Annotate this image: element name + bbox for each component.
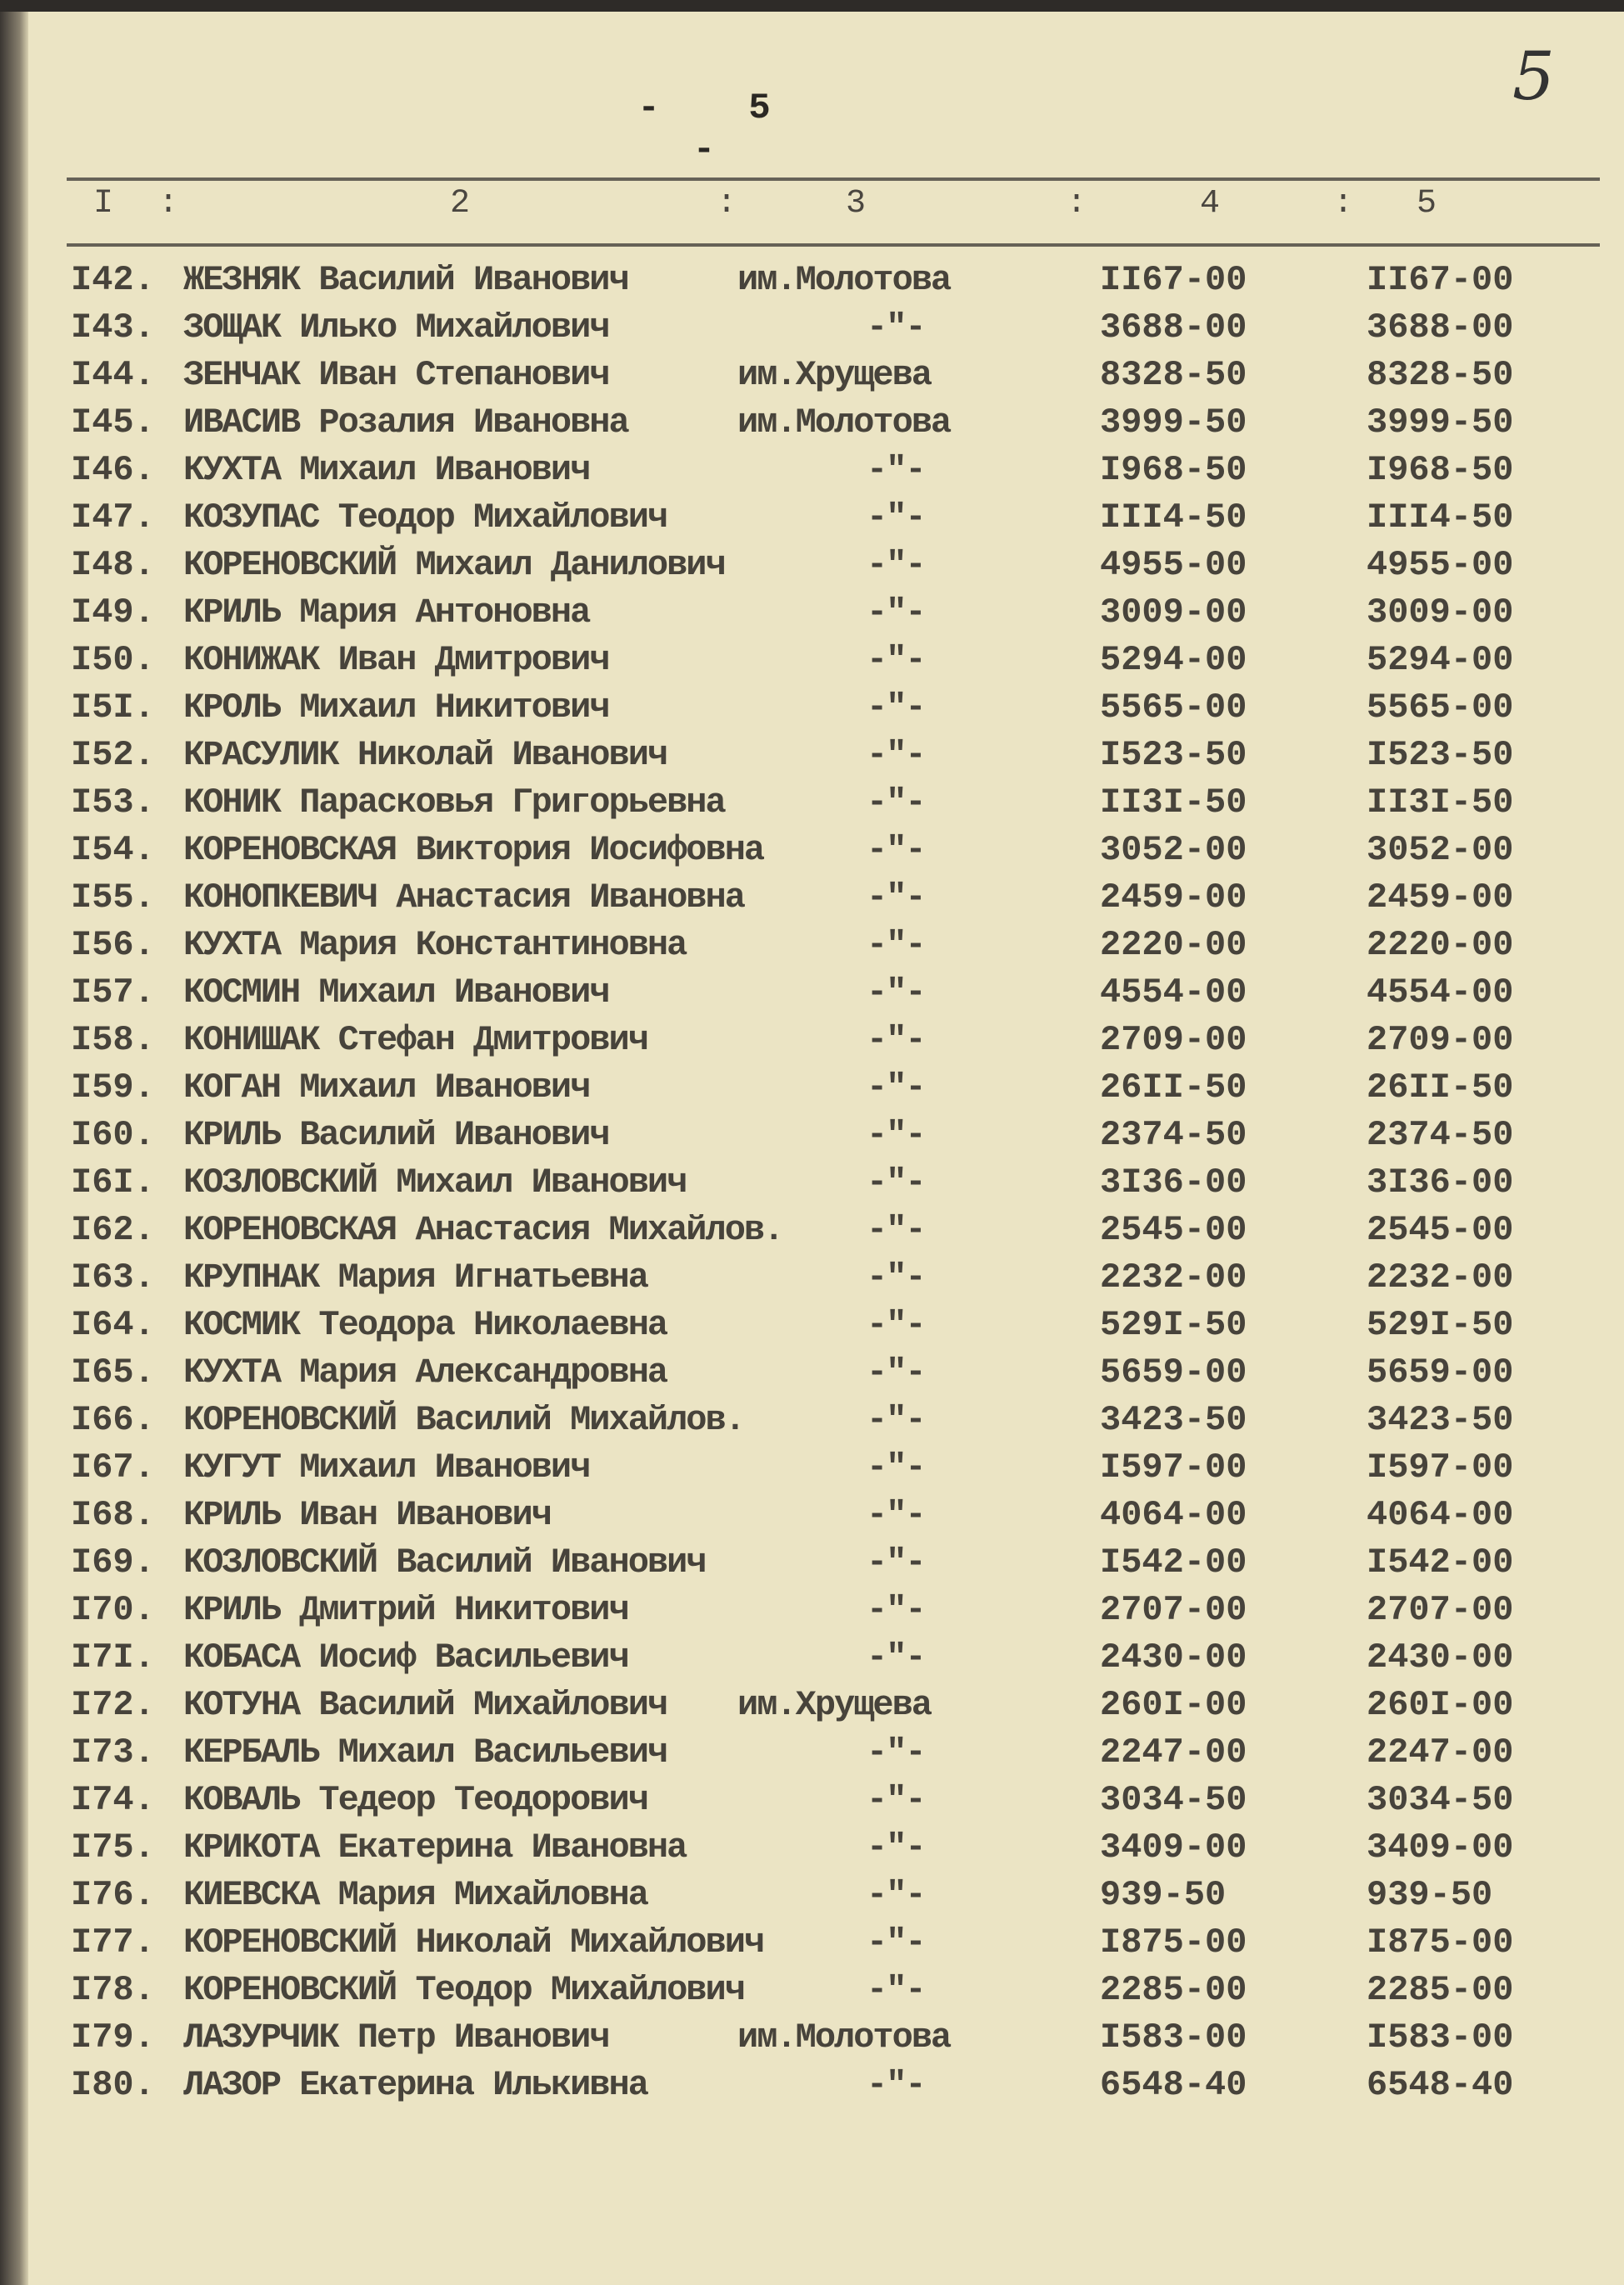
person-name: КРИЛЬ Мария Антоновна — [183, 592, 590, 632]
row-number: I49. — [71, 592, 155, 632]
collective-farm: -"- — [867, 1732, 925, 1772]
header-sep: : — [717, 185, 737, 222]
person-name: КОНИК Парасковья Григорьевна — [183, 782, 725, 822]
row-number: I57. — [71, 972, 155, 1012]
page-top-edge — [0, 0, 1624, 12]
collective-farm: им.Хрущева — [737, 355, 932, 395]
table-row — [0, 498, 1624, 545]
amount-col4: 2459-00 — [1100, 878, 1247, 918]
amount-col5: 2430-00 — [1367, 1638, 1514, 1678]
collective-farm: -"- — [867, 308, 925, 348]
table-row — [0, 308, 1624, 355]
person-name: КРИКОТА Екатерина Ивановна — [183, 1828, 687, 1868]
amount-col5: 8328-50 — [1367, 355, 1514, 395]
person-name: ЛАЗУРЧИК Петр Иванович — [183, 2018, 609, 2058]
table-row — [0, 1685, 1624, 1732]
amount-col4: 3409-00 — [1100, 1828, 1247, 1868]
amount-col4: 3I36-00 — [1100, 1162, 1247, 1202]
amount-col5: 2459-00 — [1367, 878, 1514, 918]
collective-farm: -"- — [867, 782, 925, 822]
person-name: КОРЕНОВСКИЙ Михаил Данилович — [183, 545, 725, 585]
amount-col4: II3I-50 — [1100, 782, 1247, 822]
collective-farm: -"- — [867, 450, 925, 490]
amount-col4: 4554-00 — [1100, 972, 1247, 1012]
table-row — [0, 640, 1624, 688]
table-row — [0, 972, 1624, 1020]
amount-col4: 2220-00 — [1100, 925, 1247, 965]
row-number: I46. — [71, 450, 155, 490]
amount-col5: 2709-00 — [1367, 1020, 1514, 1060]
collective-farm: -"- — [867, 545, 925, 585]
person-name: ЖЕЗНЯК Василий Иванович — [183, 260, 628, 300]
row-number: I69. — [71, 1542, 155, 1582]
person-name: КОРЕНОВСКИЙ Теодор Михайлович — [183, 1970, 744, 2010]
row-number: I80. — [71, 2065, 155, 2105]
person-name: КРОЛЬ Михаил Никитович — [183, 688, 609, 728]
collective-farm: -"- — [867, 1448, 925, 1488]
table-row — [0, 1828, 1624, 1875]
header-col4: 4 — [1200, 185, 1221, 222]
amount-col5: 529I-50 — [1367, 1305, 1514, 1345]
table-row — [0, 688, 1624, 735]
row-number: I52. — [71, 735, 155, 775]
amount-col5: 26II-50 — [1367, 1068, 1514, 1108]
amount-col5: 3409-00 — [1367, 1828, 1514, 1868]
collective-farm: -"- — [867, 830, 925, 870]
table-row — [0, 2018, 1624, 2065]
amount-col4: 5565-00 — [1100, 688, 1247, 728]
table-row — [0, 735, 1624, 782]
amount-col4: 6548-40 — [1100, 2065, 1247, 2105]
row-number: I73. — [71, 1732, 155, 1772]
table-row — [0, 1020, 1624, 1068]
person-name: КОБАСА Иосиф Васильевич — [183, 1638, 628, 1678]
amount-col4: 3034-50 — [1100, 1780, 1247, 1820]
amount-col5: I968-50 — [1367, 450, 1514, 490]
collective-farm: -"- — [867, 1590, 925, 1630]
amount-col4: 26II-50 — [1100, 1068, 1247, 1108]
row-number: I66. — [71, 1400, 155, 1440]
amount-col5: 5659-00 — [1367, 1352, 1514, 1392]
amount-col4: I523-50 — [1100, 735, 1247, 775]
person-name: КОГАН Михаил Иванович — [183, 1068, 590, 1108]
collective-farm: им.Хрущева — [737, 1685, 932, 1725]
amount-col4: 8328-50 — [1100, 355, 1247, 395]
table-row — [0, 830, 1624, 878]
table-row — [0, 1590, 1624, 1638]
table-row — [0, 1305, 1624, 1352]
row-number: I59. — [71, 1068, 155, 1108]
person-name: ЛАЗОР Екатерина Илькивна — [183, 2065, 647, 2105]
collective-farm: -"- — [867, 1638, 925, 1678]
row-number: I56. — [71, 925, 155, 965]
row-number: I72. — [71, 1685, 155, 1725]
amount-col5: 4064-00 — [1367, 1495, 1514, 1535]
person-name: КОСМИК Теодора Николаевна — [183, 1305, 667, 1345]
amount-col4: 2707-00 — [1100, 1590, 1247, 1630]
table-row — [0, 1922, 1624, 1970]
amount-col5: 2707-00 — [1367, 1590, 1514, 1630]
collective-farm: -"- — [867, 735, 925, 775]
person-name: КОНИЖАК Иван Дмитрович — [183, 640, 609, 680]
amount-col4: 939-50 — [1100, 1875, 1227, 1915]
row-number: I64. — [71, 1305, 155, 1345]
table-row — [0, 1638, 1624, 1685]
collective-farm: -"- — [867, 1352, 925, 1392]
table-row — [0, 1352, 1624, 1400]
row-number: I79. — [71, 2018, 155, 2058]
person-name: КУХТА Михаил Иванович — [183, 450, 590, 490]
row-number: I43. — [71, 308, 155, 348]
amount-col5: 5565-00 — [1367, 688, 1514, 728]
table-row — [0, 782, 1624, 830]
header-col5: 5 — [1417, 185, 1437, 222]
table-row — [0, 1162, 1624, 1210]
collective-farm: -"- — [867, 878, 925, 918]
person-name: КОСМИН Михаил Иванович — [183, 972, 609, 1012]
amount-col4: I597-00 — [1100, 1448, 1247, 1488]
collective-farm: -"- — [867, 688, 925, 728]
row-number: I44. — [71, 355, 155, 395]
amount-col5: I542-00 — [1367, 1542, 1514, 1582]
row-number: I5I. — [71, 688, 155, 728]
person-name: КУГУТ Михаил Иванович — [183, 1448, 590, 1488]
collective-farm: -"- — [867, 972, 925, 1012]
table-row — [0, 1210, 1624, 1258]
row-number: I54. — [71, 830, 155, 870]
collective-farm: -"- — [867, 1305, 925, 1345]
table-row — [0, 1448, 1624, 1495]
amount-col5: 260I-00 — [1367, 1685, 1514, 1725]
person-name: КРАСУЛИК Николай Иванович — [183, 735, 667, 775]
collective-farm: -"- — [867, 1495, 925, 1535]
amount-col5: 4955-00 — [1367, 545, 1514, 585]
table-row — [0, 592, 1624, 640]
amount-col4: 3009-00 — [1100, 592, 1247, 632]
person-name: КОНИШАК Стефан Дмитрович — [183, 1020, 647, 1060]
table-row — [0, 260, 1624, 308]
person-name: КИЕВСКА Мария Михайловна — [183, 1875, 647, 1915]
collective-farm: -"- — [867, 925, 925, 965]
amount-col4: 529I-50 — [1100, 1305, 1247, 1345]
row-number: I70. — [71, 1590, 155, 1630]
amount-col4: 5294-00 — [1100, 640, 1247, 680]
person-name: КУХТА Мария Александровна — [183, 1352, 667, 1392]
person-name: ЗЕНЧАК Иван Степанович — [183, 355, 609, 395]
header-sep: : — [1333, 185, 1354, 222]
table-row — [0, 925, 1624, 972]
table-row — [0, 1732, 1624, 1780]
collective-farm: им.Молотова — [737, 260, 951, 300]
amount-col5: 3I36-00 — [1367, 1162, 1514, 1202]
row-number: I47. — [71, 498, 155, 538]
collective-farm: -"- — [867, 1068, 925, 1108]
collective-farm: -"- — [867, 498, 925, 538]
table-row — [0, 1542, 1624, 1590]
amount-col4: II67-00 — [1100, 260, 1247, 300]
person-name: КРИЛЬ Василий Иванович — [183, 1115, 609, 1155]
person-name: КОРЕНОВСКИЙ Василий Михайлов. — [183, 1400, 744, 1440]
amount-col5: 5294-00 — [1367, 640, 1514, 680]
amount-col4: I875-00 — [1100, 1922, 1247, 1962]
person-name: КРУПНАК Мария Игнатьевна — [183, 1258, 647, 1298]
row-number: I77. — [71, 1922, 155, 1962]
amount-col4: 4955-00 — [1100, 545, 1247, 585]
amount-col5: 2285-00 — [1367, 1970, 1514, 2010]
collective-farm: -"- — [867, 1258, 925, 1298]
collective-farm: -"- — [867, 640, 925, 680]
header-bottom-rule — [67, 243, 1600, 247]
collective-farm: им.Молотова — [737, 2018, 951, 2058]
person-name: КУХТА Мария Константиновна — [183, 925, 687, 965]
table-row — [0, 1495, 1624, 1542]
row-number: I67. — [71, 1448, 155, 1488]
amount-col4: 4064-00 — [1100, 1495, 1247, 1535]
table-row — [0, 1068, 1624, 1115]
collective-farm: -"- — [867, 1020, 925, 1060]
row-number: I58. — [71, 1020, 155, 1060]
person-name: ИВАСИВ Розалия Ивановна — [183, 402, 628, 442]
table-row — [0, 1780, 1624, 1828]
table-row — [0, 402, 1624, 450]
table-row — [0, 2065, 1624, 2112]
amount-col4: 2247-00 — [1100, 1732, 1247, 1772]
amount-col4: 2374-50 — [1100, 1115, 1247, 1155]
amount-col4: 2709-00 — [1100, 1020, 1247, 1060]
collective-farm: -"- — [867, 2065, 925, 2105]
amount-col4: 2285-00 — [1100, 1970, 1247, 2010]
person-name: КЕРБАЛЬ Михаил Васильевич — [183, 1732, 667, 1772]
amount-col5: 2247-00 — [1367, 1732, 1514, 1772]
amount-col5: 2545-00 — [1367, 1210, 1514, 1250]
collective-farm: -"- — [867, 1115, 925, 1155]
amount-col5: 3423-50 — [1367, 1400, 1514, 1440]
table-row — [0, 355, 1624, 402]
amount-col5: 3999-50 — [1367, 402, 1514, 442]
table-row — [0, 1875, 1624, 1922]
amount-col4: III4-50 — [1100, 498, 1247, 538]
collective-farm: -"- — [867, 1970, 925, 2010]
collective-farm: -"- — [867, 1210, 925, 1250]
handwritten-page-number: 5 — [1512, 38, 1555, 115]
person-name: КОРЕНОВСКАЯ Анастасия Михайлов. — [183, 1210, 783, 1250]
amount-col4: 3999-50 — [1100, 402, 1247, 442]
collective-farm: -"- — [867, 1922, 925, 1962]
amount-col4: 3688-00 — [1100, 308, 1247, 348]
amount-col4: 2545-00 — [1100, 1210, 1247, 1250]
person-name: КОНОПКЕВИЧ Анастасия Ивановна — [183, 878, 744, 918]
table-row — [0, 450, 1624, 498]
amount-col4: I542-00 — [1100, 1542, 1247, 1582]
person-name: КОТУНА Василий Михайлович — [183, 1685, 667, 1725]
amount-col4: 2430-00 — [1100, 1638, 1247, 1678]
collective-farm: -"- — [867, 1400, 925, 1440]
collective-farm: -"- — [867, 1780, 925, 1820]
row-number: I48. — [71, 545, 155, 585]
page-number: - 5 - — [637, 88, 804, 171]
amount-col5: 6548-40 — [1367, 2065, 1514, 2105]
person-name: КОЗЛОВСКИЙ Василий Иванович — [183, 1542, 706, 1582]
header-sep: : — [1067, 185, 1087, 222]
row-number: I68. — [71, 1495, 155, 1535]
person-name: КОЗУПАС Теодор Михайлович — [183, 498, 667, 538]
amount-col4: I968-50 — [1100, 450, 1247, 490]
row-number: I60. — [71, 1115, 155, 1155]
amount-col4: 2232-00 — [1100, 1258, 1247, 1298]
row-number: I55. — [71, 878, 155, 918]
amount-col5: 939-50 — [1367, 1875, 1493, 1915]
row-number: I76. — [71, 1875, 155, 1915]
amount-col4: 260I-00 — [1100, 1685, 1247, 1725]
amount-col5: I597-00 — [1367, 1448, 1514, 1488]
row-number: I62. — [71, 1210, 155, 1250]
row-number: I75. — [71, 1828, 155, 1868]
header-sep: : — [158, 185, 179, 222]
header-col3: 3 — [846, 185, 867, 222]
person-name: КОВАЛЬ Тедеор Теодорович — [183, 1780, 647, 1820]
table-row — [0, 1400, 1624, 1448]
row-number: I45. — [71, 402, 155, 442]
amount-col5: 2220-00 — [1367, 925, 1514, 965]
collective-farm: -"- — [867, 1875, 925, 1915]
amount-col5: II3I-50 — [1367, 782, 1514, 822]
header-col1: I — [93, 185, 114, 222]
header-top-rule — [67, 178, 1600, 181]
amount-col5: I583-00 — [1367, 2018, 1514, 2058]
row-number: I78. — [71, 1970, 155, 2010]
amount-col5: I523-50 — [1367, 735, 1514, 775]
table-row — [0, 545, 1624, 592]
row-number: I74. — [71, 1780, 155, 1820]
person-name: КОРЕНОВСКАЯ Виктория Иосифовна — [183, 830, 764, 870]
amount-col5: III4-50 — [1367, 498, 1514, 538]
row-number: I42. — [71, 260, 155, 300]
collective-farm: -"- — [867, 1162, 925, 1202]
table-row — [0, 878, 1624, 925]
collective-farm: -"- — [867, 1542, 925, 1582]
amount-col4: 3423-50 — [1100, 1400, 1247, 1440]
row-number: I7I. — [71, 1638, 155, 1678]
amount-col5: II67-00 — [1367, 260, 1514, 300]
amount-col4: 5659-00 — [1100, 1352, 1247, 1392]
row-number: I6I. — [71, 1162, 155, 1202]
amount-col5: 3009-00 — [1367, 592, 1514, 632]
amount-col5: 2232-00 — [1367, 1258, 1514, 1298]
amount-col5: 2374-50 — [1367, 1115, 1514, 1155]
person-name: КОРЕНОВСКИЙ Николай Михайлович — [183, 1922, 764, 1962]
row-number: I50. — [71, 640, 155, 680]
amount-col4: 3052-00 — [1100, 830, 1247, 870]
amount-col5: 3034-50 — [1367, 1780, 1514, 1820]
row-number: I65. — [71, 1352, 155, 1392]
amount-col5: 4554-00 — [1367, 972, 1514, 1012]
person-name: КРИЛЬ Иван Иванович — [183, 1495, 551, 1535]
amount-col5: 3052-00 — [1367, 830, 1514, 870]
amount-col5: 3688-00 — [1367, 308, 1514, 348]
person-name: КОЗЛОВСКИЙ Михаил Иванович — [183, 1162, 687, 1202]
collective-farm: -"- — [867, 592, 925, 632]
person-name: КРИЛЬ Дмитрий Никитович — [183, 1590, 628, 1630]
collective-farm: -"- — [867, 1828, 925, 1868]
table-row — [0, 1970, 1624, 2018]
table-row — [0, 1258, 1624, 1305]
row-number: I53. — [71, 782, 155, 822]
amount-col5: I875-00 — [1367, 1922, 1514, 1962]
person-name: ЗОЩАК Илько Михайлович — [183, 308, 609, 348]
amount-col4: I583-00 — [1100, 2018, 1247, 2058]
row-number: I63. — [71, 1258, 155, 1298]
collective-farm: им.Молотова — [737, 402, 951, 442]
header-col2: 2 — [450, 185, 471, 222]
table-row — [0, 1115, 1624, 1162]
